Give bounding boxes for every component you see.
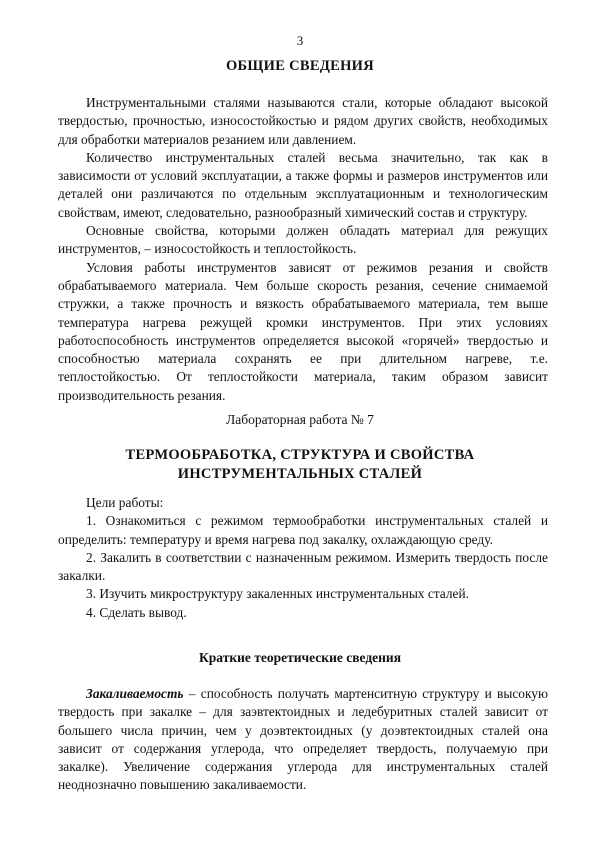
goals-title: Цели работы: (86, 495, 164, 510)
theory-text: – способность получать мартенситную структуру и высокую твердость при закалке – для заэвтектоидных и ледебуритных сталей зависит от большего числа причин, чем у доэвтектоидных (у доэвтектоидных сталей она зависит от содержания углерода, что определяет твердость, получаемую при закалке). Увеличение содержания углерода для инструментальных сталей неоднозначно повышению закаливаемости. (58, 686, 548, 793)
intro-paragraph-3: Основные свойства, которыми должен обладать материал для режущих инструментов, – износостойкость и теплостойкость. (58, 223, 548, 257)
intro-paragraph-1: Инструментальными сталями называются стали, которые обладают высокой твердостью, прочностью, износостойкостью и рядом других свойств, необходимых для обработки материалов резанием или давлением. (58, 95, 548, 147)
lab-title-line-2: ИНСТРУМЕНТАЛЬНЫХ СТАЛЕЙ (177, 466, 423, 482)
intro-text (58, 94, 548, 405)
theory-block (58, 685, 548, 795)
goals-block (58, 494, 548, 622)
goal-4: 4. Сделать вывод. (86, 604, 187, 620)
intro-paragraph-4: Условия работы инструментов зависят от режимов резания и свойств обрабатываемого материала. Чем больше скорость резания, сечение снимаемой стружки, а также прочность и вязкость обрабатываемого материала, тем выше температура нагрева режущей кромки инструментов. При этих условиях работоспособность инструментов определяется высокой «горячей» твердостью и способностью материала сохранять ее при длительном нагреве, т.е. теплостойкостью. От теплостойкости материала, таким образом зависит производительность резания. (58, 259, 548, 403)
lab-label: Лабораторная работа № 7 (226, 412, 374, 427)
theory-term: Закаливаемость (86, 686, 184, 701)
page-number: 3 (296, 33, 304, 48)
lab-title-line-1: ТЕРМООБРАБОТКА, СТРУКТУРА И СВОЙСТВА (125, 447, 475, 463)
goal-1: 1. Ознакомиться с режимом термообработки инструментальных сталей и определить: температуру и время нагрева под закалку, охлаждающую среду. (58, 513, 548, 547)
intro-paragraph-2: Количество инструментальных сталей весьма значительно, так как в зависимости от условий эксплуатации, а также формы и размеров инструментов или деталей они различаются по отдельным эксплуатационным и технологическим свойствам, имеют, следовательно, разнообразный химический состав и структуру. (58, 149, 548, 220)
goal-3: 3. Изучить микроструктуру закаленных инструментальных сталей. (86, 586, 470, 602)
lab-title (0, 446, 600, 484)
theory-paragraph (58, 685, 548, 795)
goal-2: 2. Закалить в соответствии с назначенным режимом. Измерить твердость после закалки. (58, 549, 548, 584)
theory-title: Краткие теоретические сведения (199, 650, 401, 665)
section-title-text: ОБЩИЕ СВЕДЕНИЯ (225, 58, 375, 74)
section-title (0, 57, 600, 76)
